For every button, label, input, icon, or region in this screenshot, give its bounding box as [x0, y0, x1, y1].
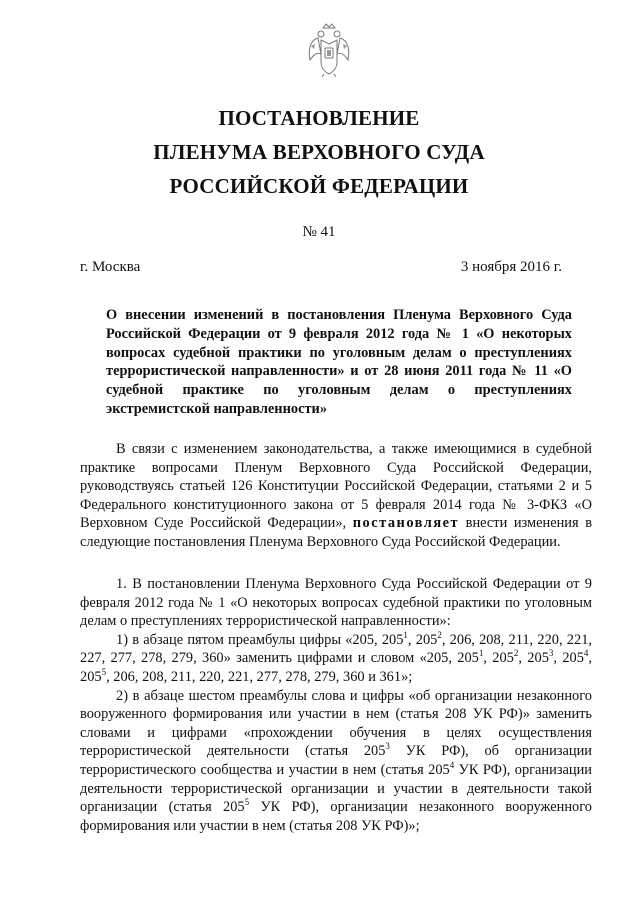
subitem-1-paragraph: 1) в абзаце пятом преамбулы цифры «205, $205^1$, $205^2$, 206, 208, 211, 220, 221, 227, 277, 278, 279, 360» заменить цифрами и словом «205, $205^1$, $205^2$, $205^3$, $205^4$, $205^5$, 206, 208, 211, 220, 221, 277, 278, 279, 360 и 361»; — [80, 629, 593, 685]
subitem-2-paragraph: 2) в абзаце шестом преамбулы слова и цифры «об организации незаконного вооруженного формирования или участии в нем (статья 208 УК РФ)» заменить словами и цифрами «прохождении обучения в целях осуществления террористической деятельности (статья $205^3$ УК РФ), об организации террористического сообщества и участии в нем (статья $205^4$ УК РФ), организации деятельности террористической организации и участии в деятельности такой организации (статья $205^5$ УК РФ), организации незаконного вооруженного формирования или участии в нем (статья 208 УК РФ)»; — [80, 687, 593, 834]
amendments-section — [80, 575, 592, 835]
coat-of-arms-emblem — [306, 22, 352, 78]
intro-paragraph: В связи с изменением законодательства, а также имеющимися в судебной практике вопросами Пленум Верховного Суда Российской Федерации, руководствуясь статьей 126 Конституции Российской Федерации, статьями 2 и 5 Федерального конституционного закона от 5 февраля 2014 года № 3-ФКЗ «О Верховном Суде Российской Федерации», постановляет внести изменения в следующие постановления Пленума Верховного Суда Российской Федерации. — [80, 441, 592, 550]
document-heading: О внесении изменений в постановления Пленума Верховного Суда Российской Федерации от 9 февраля 2012 года № 1 «О некоторых вопросах судебной практики по уголовным делам о преступлениях террористической направленности» и от 28 июня 2011 года № 11 «О судебной практике по уголовным делам о преступлениях экстремистской направленности» — [106, 307, 572, 417]
decision-keyword: постановляет — [352, 515, 460, 532]
document-number: № 41 — [302, 224, 336, 240]
item-1-paragraph: 1. В постановлении Пленума Верховного Суда Российской Федерации от 9 февраля 2012 года № 1 «О некоторых вопросах судебной практики по уголовным делам о преступлениях террористической направленности»: — [80, 576, 592, 630]
document-city: г. Москва — [80, 259, 141, 275]
document-title-line-1: ПОСТАНОВЛЕНИЕ — [218, 106, 420, 130]
document-date: 3 ноября 2016 г. — [460, 259, 562, 275]
document-title-line-3: РОССИЙСКОЙ ФЕДЕРАЦИИ — [169, 174, 469, 198]
document-title-line-2: ПЛЕНУМА ВЕРХОВНОГО СУДА — [153, 140, 485, 164]
